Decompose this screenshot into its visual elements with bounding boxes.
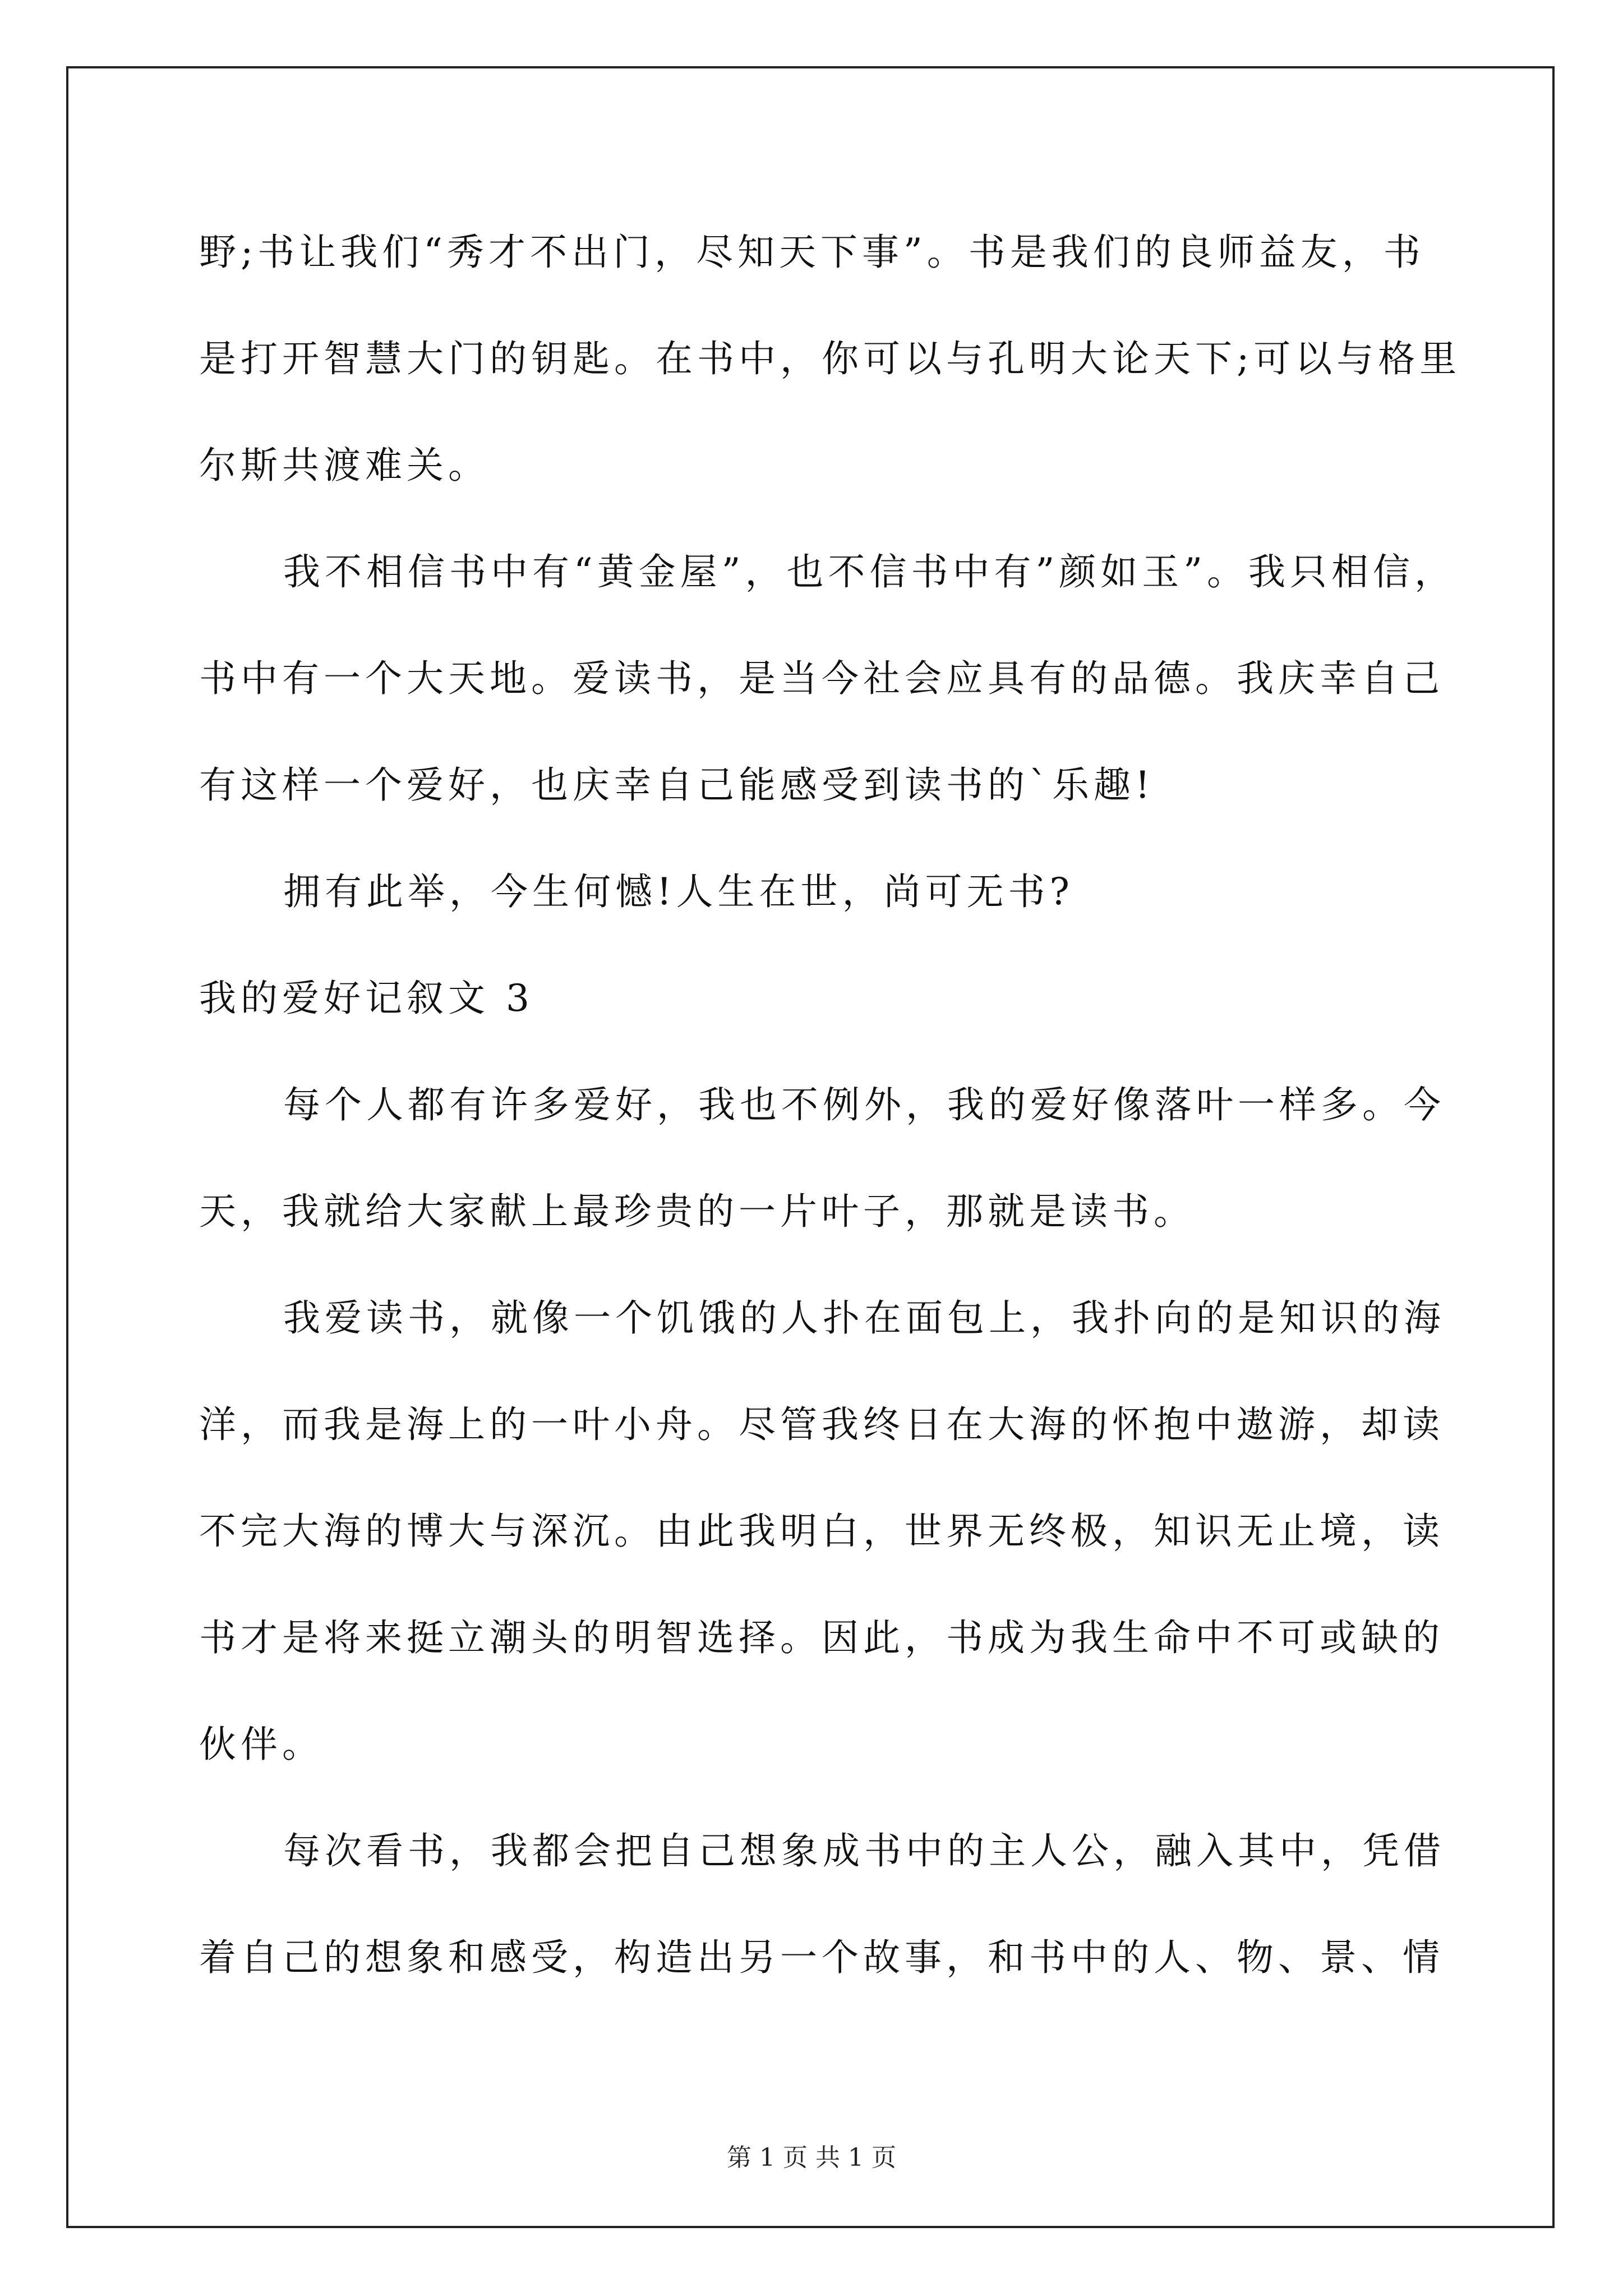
text-line: 有这样一个爱好，也庆幸自己能感受到读书的`乐趣! bbox=[199, 763, 1155, 807]
text-line: 伙伴。 bbox=[199, 1723, 324, 1766]
page-border bbox=[66, 66, 1555, 2228]
text-line: 是打开智慧大门的钥匙。在书中，你可以与孔明大论天下;可以与格里 bbox=[199, 337, 1461, 380]
paragraph-first-line: 拥有此举，今生何憾!人生在世，尚可无书? bbox=[283, 870, 1074, 913]
text-line: 洋，而我是海上的一叶小舟。尽管我终日在大海的怀抱中遨游，却读 bbox=[199, 1403, 1444, 1446]
text-line: 野;书让我们“秀才不出门，尽知天下事”。书是我们的良师益友，书 bbox=[199, 231, 1425, 274]
paragraph-first-line: 我不相信书中有“黄金屋”，也不信书中有”颜如玉”。我只相信， bbox=[283, 550, 1456, 593]
text-line: 天，我就给大家献上最珍贵的一片叶子，那就是读书。 bbox=[199, 1190, 1195, 1233]
text-line: 尔斯共渡难关。 bbox=[199, 444, 490, 487]
paragraph-first-line: 每次看书，我都会把自己想象成书中的主人公，融入其中，凭借 bbox=[283, 1829, 1445, 1872]
paragraph-first-line: 我爱读书，就像一个饥饿的人扑在面包上，我扑向的是知识的海 bbox=[283, 1296, 1445, 1340]
text-line: 书才是将来挺立潮头的明智选择。因此，书成为我生命中不可或缺的 bbox=[199, 1616, 1444, 1659]
text-line: 不完大海的博大与深沉。由此我明白，世界无终极，知识无止境，读 bbox=[199, 1510, 1444, 1553]
paragraph-first-line: 每个人都有许多爱好，我也不例外，我的爱好像落叶一样多。今 bbox=[283, 1083, 1445, 1126]
text-line: 着自己的想象和感受，构造出另一个故事，和书中的人、物、景、情 bbox=[199, 1936, 1444, 1979]
text-line: 书中有一个大天地。爱读书，是当今社会应具有的品德。我庆幸自己 bbox=[199, 657, 1444, 700]
section-heading: 我的爱好记叙文 3 bbox=[199, 977, 534, 1020]
page-number-footer: 第 1 页 共 1 页 bbox=[727, 2143, 896, 2172]
